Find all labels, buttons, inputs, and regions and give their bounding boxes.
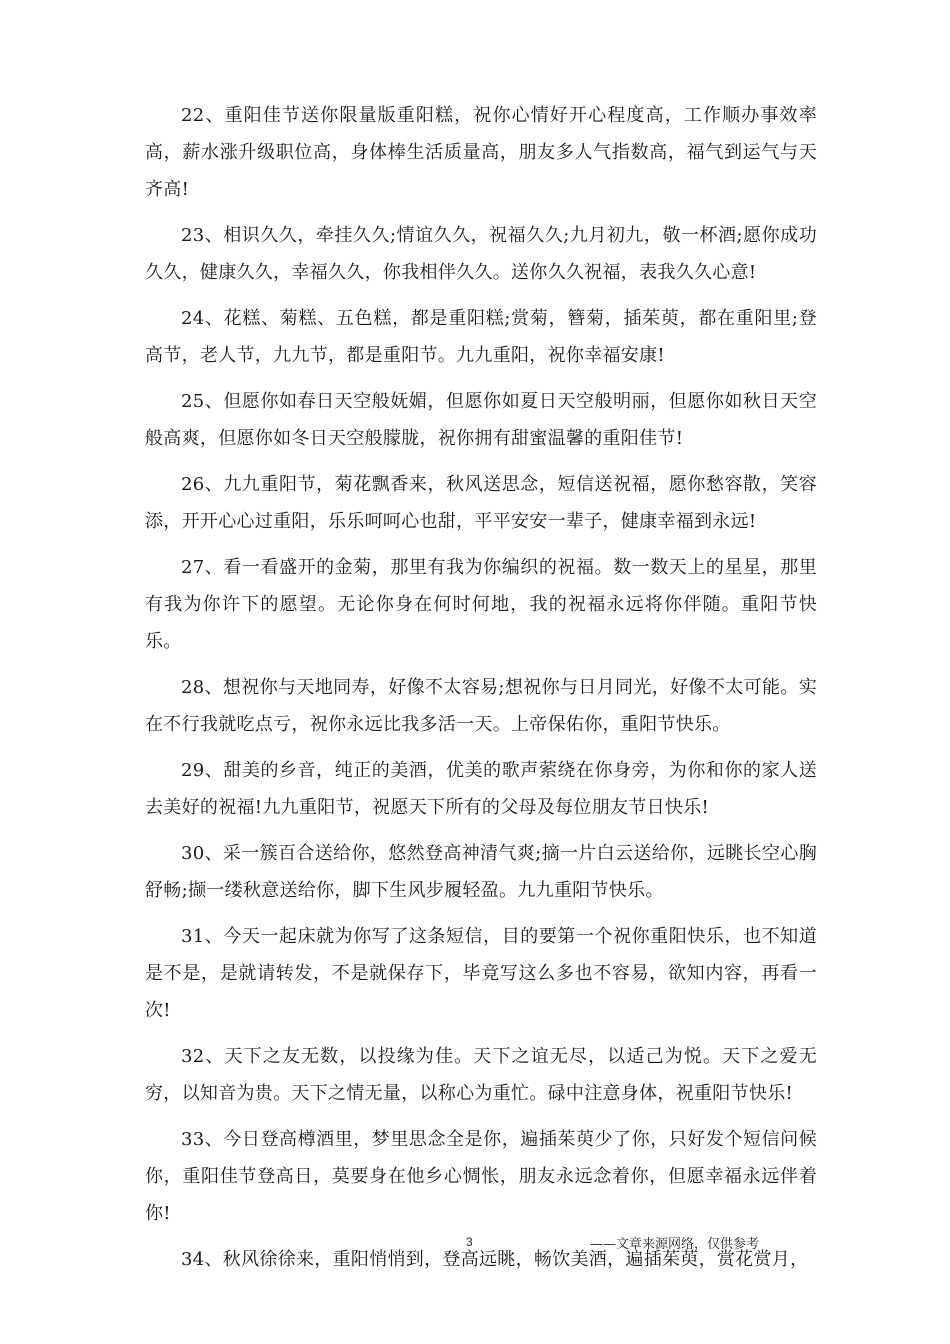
paragraph-25: 25、但愿你如春日天空般妩媚，但愿你如夏日天空般明丽，但愿你如秋日天空般高爽，但愿你如冬日天空般朦胧，祝你拥有甜蜜温馨的重阳佳节! (145, 391, 817, 449)
paragraph-33: 33、今日登高樽酒里，梦里思念全是你，遍插茱萸少了你，只好发个短信问候你，重阳佳节登高日，莫要身在他乡心惆怅，朋友永远念着你，但愿幸福永远伴着你! (145, 1129, 817, 1224)
paragraph-30: 30、采一簇百合送给你，悠然登高神清气爽;摘一片白云送给你，远眺长空心胸舒畅;撷一缕秋意送给你，脚下生风步履轻盈。九九重阳节快乐。 (145, 843, 817, 901)
paragraph-23: 23、相识久久，牵挂久久;情谊久久，祝福久久;九月初九，敬一杯酒;愿你成功久久，健康久久，幸福久久，你我相伴久久。送你久久祝福，表我久久心意! (145, 225, 817, 283)
paragraph-26: 26、九九重阳节，菊花飘香来，秋风送思念，短信送祝福，愿你愁容散，笑容添，开开心心过重阳，乐乐呵呵心也甜，平平安安一辈子，健康幸福到永远! (145, 474, 817, 532)
paragraph-28: 28、想祝你与天地同寿，好像不太容易;想祝你与日月同光，好像不太可能。实在不行我就吃点亏，祝你永远比我多活一天。上帝保佑你，重阳节快乐。 (145, 677, 817, 735)
paragraph-31: 31、今天一起床就为你写了这条短信，目的要第一个祝你重阳快乐，也不知道是不是，是就请转发，不是就保存下，毕竟写这么多也不容易，欲知内容，再看一次! (145, 926, 817, 1021)
document-body (145, 97, 817, 1287)
paragraph-27: 27、看一看盛开的金菊，那里有我为你编织的祝福。数一数天上的星星，那里有我为你许下的愿望。无论你身在何时何地，我的祝福永远将你伴随。重阳节快乐。 (145, 557, 817, 652)
paragraph-34: 34、秋风徐徐来，重阳悄悄到，登高远眺，畅饮美酒，遍插茱萸，赏花赏月， (181, 1249, 809, 1270)
paragraph-24: 24、花糕、菊糕、五色糕，都是重阳糕;赏菊，簪菊，插茱萸，都在重阳里;登高节，老人节，九九节，都是重阳节。九九重阳，祝你幸福安康! (145, 308, 817, 366)
paragraph-22: 22、重阳佳节送你限量版重阳糕，祝你心情好开心程度高，工作顺办事效率高，薪水涨升级职位高，身体棒生活质量高，朋友多人气指数高，福气到运气与天齐高! (145, 105, 817, 200)
paragraph-32: 32、天下之友无数，以投缘为佳。天下之谊无尽，以适己为悦。天下之爱无穷，以知音为贵。天下之情无量，以称心为重忙。碌中注意身体，祝重阳节快乐! (145, 1046, 817, 1104)
source-note: ——文章来源网络，仅供参考 (590, 1237, 760, 1252)
page-number: 3 (466, 1235, 473, 1249)
paragraph-29: 29、甜美的乡音，纯正的美酒，优美的歌声萦绕在你身旁，为你和你的家人送去美好的祝福!九九重阳节，祝愿天下所有的父母及每位朋友节日快乐! (145, 760, 817, 818)
